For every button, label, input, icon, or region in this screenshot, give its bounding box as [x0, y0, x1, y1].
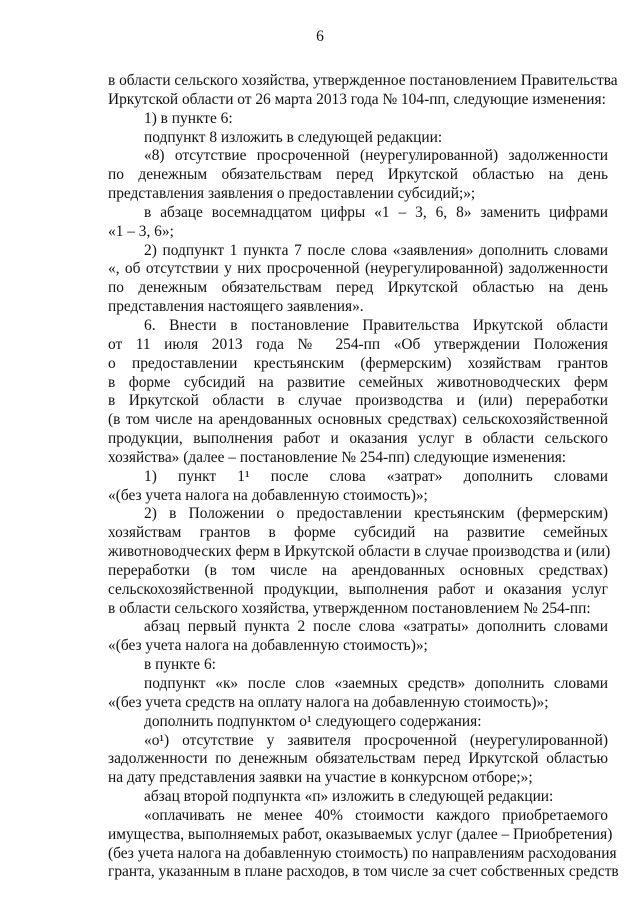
text-line: «(без учета налога на добавленную стоимость)»; — [108, 486, 428, 504]
text-line: 1) в пункте 6: — [144, 109, 233, 127]
text-line: Иркутской области от 26 марта 2013 года № 104-пп, следующие изменения: — [108, 90, 606, 108]
text-line: от 11 июля 2013 года № 254-пп «Об утверждении Положения — [108, 335, 608, 353]
text-line: подпункт 8 изложить в следующей редакции: — [144, 128, 443, 146]
text-line: «о¹) отсутствие у заявителя просроченной (неурегулированной) — [144, 731, 608, 749]
text-line: абзац первый пункта 2 после слова «затраты» дополнить словами — [144, 618, 608, 636]
text-line: «(без учета средств на оплату налога на добавленную стоимость)»; — [108, 693, 549, 711]
text-line: абзац второй подпункта «п» изложить в следующей редакции: — [144, 788, 554, 806]
text-line: имущества, выполняемых работ, оказываемых услуг (далее – Приобретения) — [108, 825, 613, 843]
text-line: хозяйства» (далее – постановление № 254-пп) следующие изменения: — [108, 448, 567, 466]
text-line: «(без учета налога на добавленную стоимость)»; — [108, 637, 428, 655]
text-line: «8) отсутствие просроченной (неурегулированной) задолженности — [144, 147, 608, 165]
text-line: по денежным обязательствам перед Иркутской областью на день — [108, 166, 608, 184]
text-line: 1) пункт 1¹ после слова «затрат» дополнить словами — [144, 467, 608, 485]
text-line: представления заявления о предоставлении субсидий;»; — [108, 185, 476, 203]
text-line: животноводческих ферм в Иркутской области в случае производства и (или) — [108, 543, 611, 561]
text-line: 2) подпункт 1 пункта 7 после слова «заявления» дополнить словами — [144, 241, 608, 259]
text-line: дополнить подпунктом о¹ следующего содержания: — [144, 712, 482, 730]
text-line: (без учета налога на добавленную стоимость) по направлениям расходования — [108, 844, 617, 862]
text-line: 2) в Положении о предоставлении крестьянским (фермерским) — [144, 505, 608, 523]
text-line: гранта, указанным в плане расходов, в том числе за счет собственных средств — [108, 863, 619, 881]
text-line: переработки (в том числе на арендованных основных средствах) — [108, 561, 608, 579]
text-line: о предоставлении крестьянским (фермерским) хозяйствам грантов — [108, 354, 608, 372]
text-line: продукции, выполнения работ и оказания услуг в области сельского — [108, 430, 608, 448]
text-line: по денежным обязательствам перед Иркутской областью на день — [108, 279, 608, 297]
text-line: 6. Внести в постановление Правительства Иркутской области — [144, 316, 608, 334]
text-line: в области сельского хозяйства, утвержденное постановлением Правительства — [108, 72, 618, 89]
text-line: «1 – 3, 6»; — [108, 222, 174, 240]
text-line: сельскохозяйственной продукции, выполнения работ и оказания услуг — [108, 580, 608, 598]
text-line: в области сельского хозяйства, утвержденном постановлением № 254-пп: — [108, 599, 591, 617]
text-line: представления настоящего заявления». — [108, 298, 364, 316]
text-line: в форме субсидий на развитие семейных животноводческих ферм — [108, 373, 608, 391]
text-line: подпункт «к» после слов «заемных средств» дополнить словами — [144, 675, 608, 692]
text-line: в Иркутской области в случае производства и (или) переработки — [108, 392, 608, 410]
document-text — [108, 72, 619, 882]
text-line: на дату представления заявки на участие в конкурсном отборе;»; — [108, 769, 533, 787]
text-line: «оплачивать не менее 40% стоимости каждого приобретаемого — [144, 806, 608, 824]
text-line: в пункте 6: — [144, 656, 216, 674]
text-line: (в том числе на арендованных основных средствах) сельскохозяйственной — [108, 411, 608, 429]
text-line: в абзаце восемнадцатом цифры «1 – 3, 6, 8» заменить цифрами — [144, 203, 608, 221]
page-number: 6 — [316, 28, 324, 45]
text-line: «, об отсутствии у них просроченной (неурегулированной) задолженности — [108, 260, 608, 278]
text-line: хозяйствам грантов в форме субсидий на развитие семейных — [108, 524, 608, 542]
text-line: задолженности по денежным обязательствам перед Иркутской областью — [108, 750, 608, 768]
